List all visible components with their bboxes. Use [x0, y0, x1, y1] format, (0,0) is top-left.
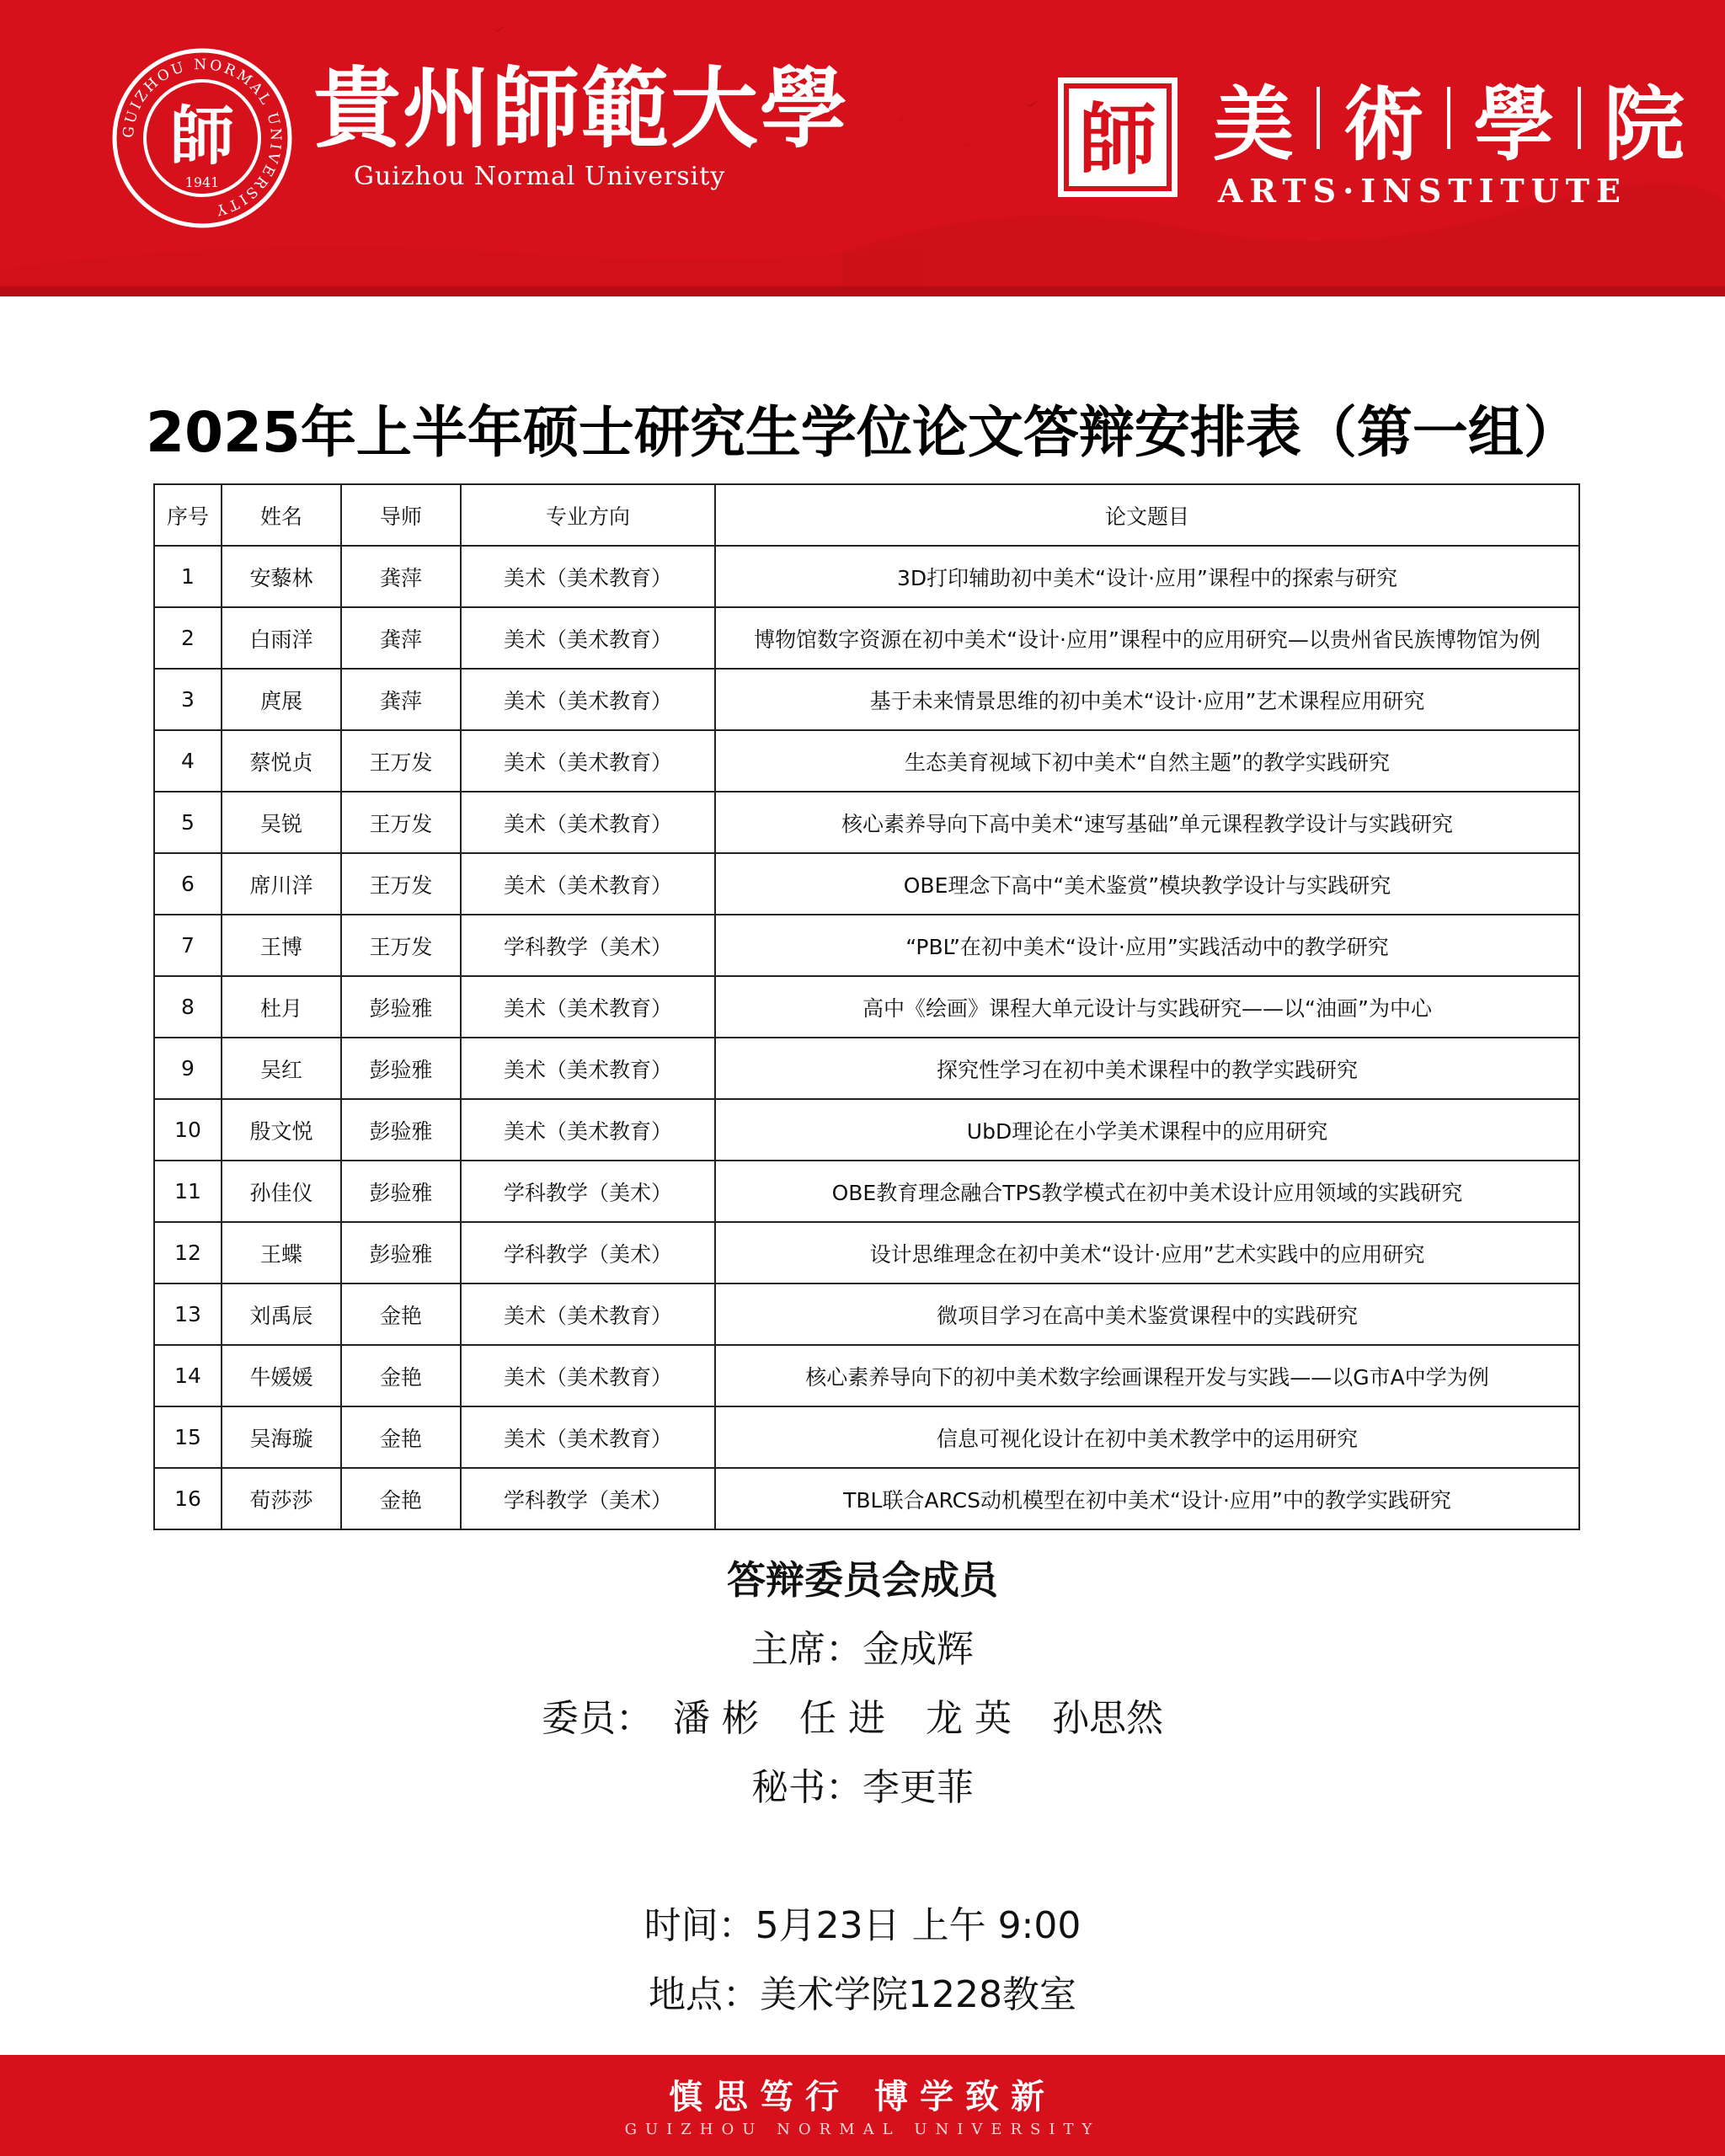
- table-row: [154, 976, 1579, 1038]
- divider: [1447, 87, 1450, 149]
- cell-index: 12: [154, 1222, 222, 1283]
- svg-text:GUIZHOU NORMAL UNIVERSITY: GUIZHOU NORMAL UNIVERSITY: [120, 56, 285, 219]
- cell-student-name: 吴锐: [222, 792, 341, 853]
- header-banner: [0, 0, 1725, 296]
- cell-major: 学科教学（美术）: [461, 1161, 715, 1222]
- institute-name-cn: [1213, 67, 1685, 172]
- cell-thesis-title: 微项目学习在高中美术鉴赏课程中的实践研究: [715, 1283, 1579, 1345]
- cell-index: 7: [154, 915, 222, 976]
- cell-major: 美术（美术教育）: [461, 1406, 715, 1468]
- cell-index: 9: [154, 1038, 222, 1099]
- cell-student-name: 席川洋: [222, 853, 341, 915]
- time-value: 5月23日 上午 9:00: [755, 1904, 1081, 1947]
- table-body: [154, 546, 1579, 1529]
- cell-index: 11: [154, 1161, 222, 1222]
- cell-major: 美术（美术教育）: [461, 607, 715, 669]
- cell-student-name: 庹展: [222, 669, 341, 730]
- cell-thesis-title: “PBL”在初中美术“设计·应用”实践活动中的教学研究: [715, 915, 1579, 976]
- cell-major: 美术（美术教育）: [461, 1099, 715, 1161]
- cell-advisor: 彭验雅: [341, 1161, 461, 1222]
- cell-advisor: 彭验雅: [341, 1222, 461, 1283]
- defense-time: [0, 1895, 1725, 1949]
- cell-index: 2: [154, 607, 222, 669]
- table-header-row: [154, 484, 1579, 546]
- table-row: [154, 1038, 1579, 1099]
- committee-title: 答辩委员会成员: [727, 1557, 998, 1603]
- member-name: 孙思然: [1052, 1697, 1163, 1740]
- cell-student-name: 王博: [222, 915, 341, 976]
- table-row: [154, 669, 1579, 730]
- cell-student-name: 吴红: [222, 1038, 341, 1099]
- cell-advisor: 龚萍: [341, 546, 461, 607]
- cell-student-name: 白雨洋: [222, 607, 341, 669]
- university-name-cn: 貴州師範大學: [313, 56, 850, 160]
- cell-thesis-title: 设计思维理念在初中美术“设计·应用”艺术实践中的应用研究: [715, 1222, 1579, 1283]
- cell-index: 14: [154, 1345, 222, 1406]
- cell-major: 美术（美术教育）: [461, 792, 715, 853]
- cell-thesis-title: 博物馆数字资源在初中美术“设计·应用”课程中的应用研究—以贵州省民族博物馆为例: [715, 607, 1579, 669]
- column-header-name: 姓名: [222, 484, 341, 546]
- cell-thesis-title: 探究性学习在初中美术课程中的教学实践研究: [715, 1038, 1579, 1099]
- cell-thesis-title: 3D打印辅助初中美术“设计·应用”课程中的探索与研究: [715, 546, 1579, 607]
- cell-thesis-title: OBE教育理念融合TPS教学模式在初中美术设计应用领域的实践研究: [715, 1161, 1579, 1222]
- table-row: [154, 1161, 1579, 1222]
- cell-advisor: 彭验雅: [341, 1038, 461, 1099]
- cell-advisor: 金艳: [341, 1345, 461, 1406]
- cell-advisor: 龚萍: [341, 669, 461, 730]
- defense-place: [0, 1964, 1725, 2018]
- institute-name-en: ARTS·INSTITUTE: [1218, 172, 1628, 210]
- cell-thesis-title: 核心素养导向下的初中美术数字绘画课程开发与实践——以G市A中学为例: [715, 1345, 1579, 1406]
- cell-student-name: 牛媛媛: [222, 1345, 341, 1406]
- institute-char: 院: [1603, 76, 1685, 172]
- cell-student-name: 蔡悦贞: [222, 730, 341, 792]
- cell-student-name: 荀莎莎: [222, 1468, 341, 1529]
- chair-name: 金成辉: [862, 1628, 974, 1671]
- table-row: [154, 1222, 1579, 1283]
- cell-advisor: 金艳: [341, 1283, 461, 1345]
- cell-major: 美术（美术教育）: [461, 730, 715, 792]
- table-row: [154, 607, 1579, 669]
- cell-student-name: 殷文悦: [222, 1099, 341, 1161]
- cell-major: 学科教学（美术）: [461, 1222, 715, 1283]
- arts-institute-logo: [1058, 77, 1178, 197]
- member-name: 潘 彬: [673, 1697, 759, 1740]
- table-row: [154, 730, 1579, 792]
- table-row: [154, 853, 1579, 915]
- footer-banner: [0, 2055, 1725, 2156]
- table-row: [154, 1345, 1579, 1406]
- cell-index: 5: [154, 792, 222, 853]
- cell-index: 10: [154, 1099, 222, 1161]
- column-header-thesis: 论文题目: [715, 484, 1579, 546]
- member-name: 任 进: [799, 1697, 885, 1740]
- table-row: [154, 1468, 1579, 1529]
- column-header-advisor: 导师: [341, 484, 461, 546]
- cell-thesis-title: 高中《绘画》课程大单元设计与实践研究——以“油画”为中心: [715, 976, 1579, 1038]
- cell-advisor: 王万发: [341, 915, 461, 976]
- divider: [1578, 87, 1581, 149]
- university-motto: 慎思笃行 博学致新: [669, 2077, 1056, 2116]
- column-header-index: 序号: [154, 484, 222, 546]
- cell-thesis-title: 基于未来情景思维的初中美术“设计·应用”艺术课程应用研究: [715, 669, 1579, 730]
- place-value: 美术学院1228教室: [760, 1973, 1076, 2016]
- cell-major: 学科教学（美术）: [461, 915, 715, 976]
- secretary-name: 李更菲: [862, 1766, 974, 1809]
- table-row: [154, 792, 1579, 853]
- cell-student-name: 刘禹辰: [222, 1283, 341, 1345]
- cell-major: 美术（美术教育）: [461, 1345, 715, 1406]
- table-row: [154, 1406, 1579, 1468]
- committee-chair: [0, 1619, 1725, 1673]
- cell-thesis-title: TBL联合ARCS动机模型在初中美术“设计·应用”中的教学实践研究: [715, 1468, 1579, 1529]
- cell-advisor: 彭验雅: [341, 976, 461, 1038]
- svg-text:師: 師: [1078, 94, 1157, 185]
- secretary-label: 秘书：: [751, 1766, 862, 1809]
- divider: [1316, 87, 1320, 149]
- cell-index: 13: [154, 1283, 222, 1345]
- cell-advisor: 王万发: [341, 792, 461, 853]
- table-row: [154, 546, 1579, 607]
- cell-thesis-title: 核心素养导向下高中美术“速写基础”单元课程教学设计与实践研究: [715, 792, 1579, 853]
- table-row: [154, 1099, 1579, 1161]
- cell-index: 15: [154, 1406, 222, 1468]
- chair-label: 主席：: [751, 1628, 862, 1671]
- defense-schedule-table: [153, 483, 1580, 1530]
- header-bottom-line: [0, 286, 1725, 296]
- cell-student-name: 吴海璇: [222, 1406, 341, 1468]
- members-label: 委员：: [542, 1697, 653, 1740]
- member-name: 龙 英: [926, 1697, 1012, 1740]
- cell-index: 1: [154, 546, 222, 607]
- cell-thesis-title: OBE理念下高中“美术鉴赏”模块教学设计与实践研究: [715, 853, 1579, 915]
- committee-members: [0, 1688, 1725, 1742]
- cell-advisor: 龚萍: [341, 607, 461, 669]
- cell-major: 美术（美术教育）: [461, 546, 715, 607]
- time-label: 时间：: [644, 1904, 756, 1947]
- institute-char: 美: [1213, 76, 1294, 172]
- cell-student-name: 孙佳仪: [222, 1161, 341, 1222]
- cell-index: 3: [154, 669, 222, 730]
- svg-text:師: 師: [170, 99, 234, 173]
- cell-index: 8: [154, 976, 222, 1038]
- table-row: [154, 915, 1579, 976]
- cell-index: 6: [154, 853, 222, 915]
- table-row: [154, 1283, 1579, 1345]
- page-title: 2025年上半年硕士研究生学位论文答辩安排表（第一组）: [146, 400, 1579, 465]
- university-name-en: Guizhou Normal University: [354, 162, 726, 191]
- cell-index: 16: [154, 1468, 222, 1529]
- cell-thesis-title: UbD理论在小学美术课程中的应用研究: [715, 1099, 1579, 1161]
- cell-advisor: 金艳: [341, 1406, 461, 1468]
- place-label: 地点：: [649, 1973, 760, 2016]
- cell-student-name: 安藜林: [222, 546, 341, 607]
- cell-major: 美术（美术教育）: [461, 853, 715, 915]
- university-seal-logo: [111, 47, 293, 229]
- cell-major: 学科教学（美术）: [461, 1468, 715, 1529]
- university-motto-en: GUIZHOU NORMAL UNIVERSITY: [624, 2121, 1101, 2138]
- cell-major: 美术（美术教育）: [461, 1283, 715, 1345]
- cell-thesis-title: 信息可视化设计在初中美术教学中的运用研究: [715, 1406, 1579, 1468]
- cell-major: 美术（美术教育）: [461, 669, 715, 730]
- cell-advisor: 金艳: [341, 1468, 461, 1529]
- svg-text:1941: 1941: [184, 174, 220, 190]
- institute-char: 學: [1473, 76, 1555, 172]
- cell-major: 美术（美术教育）: [461, 1038, 715, 1099]
- cell-thesis-title: 生态美育视域下初中美术“自然主题”的教学实践研究: [715, 730, 1579, 792]
- cell-student-name: 杜月: [222, 976, 341, 1038]
- cell-major: 美术（美术教育）: [461, 976, 715, 1038]
- committee-secretary: [0, 1757, 1725, 1811]
- cell-student-name: 王蝶: [222, 1222, 341, 1283]
- cell-advisor: 王万发: [341, 730, 461, 792]
- institute-char: 術: [1343, 76, 1424, 172]
- cell-advisor: 王万发: [341, 853, 461, 915]
- column-header-major: 专业方向: [461, 484, 715, 546]
- cell-advisor: 彭验雅: [341, 1099, 461, 1161]
- cell-index: 4: [154, 730, 222, 792]
